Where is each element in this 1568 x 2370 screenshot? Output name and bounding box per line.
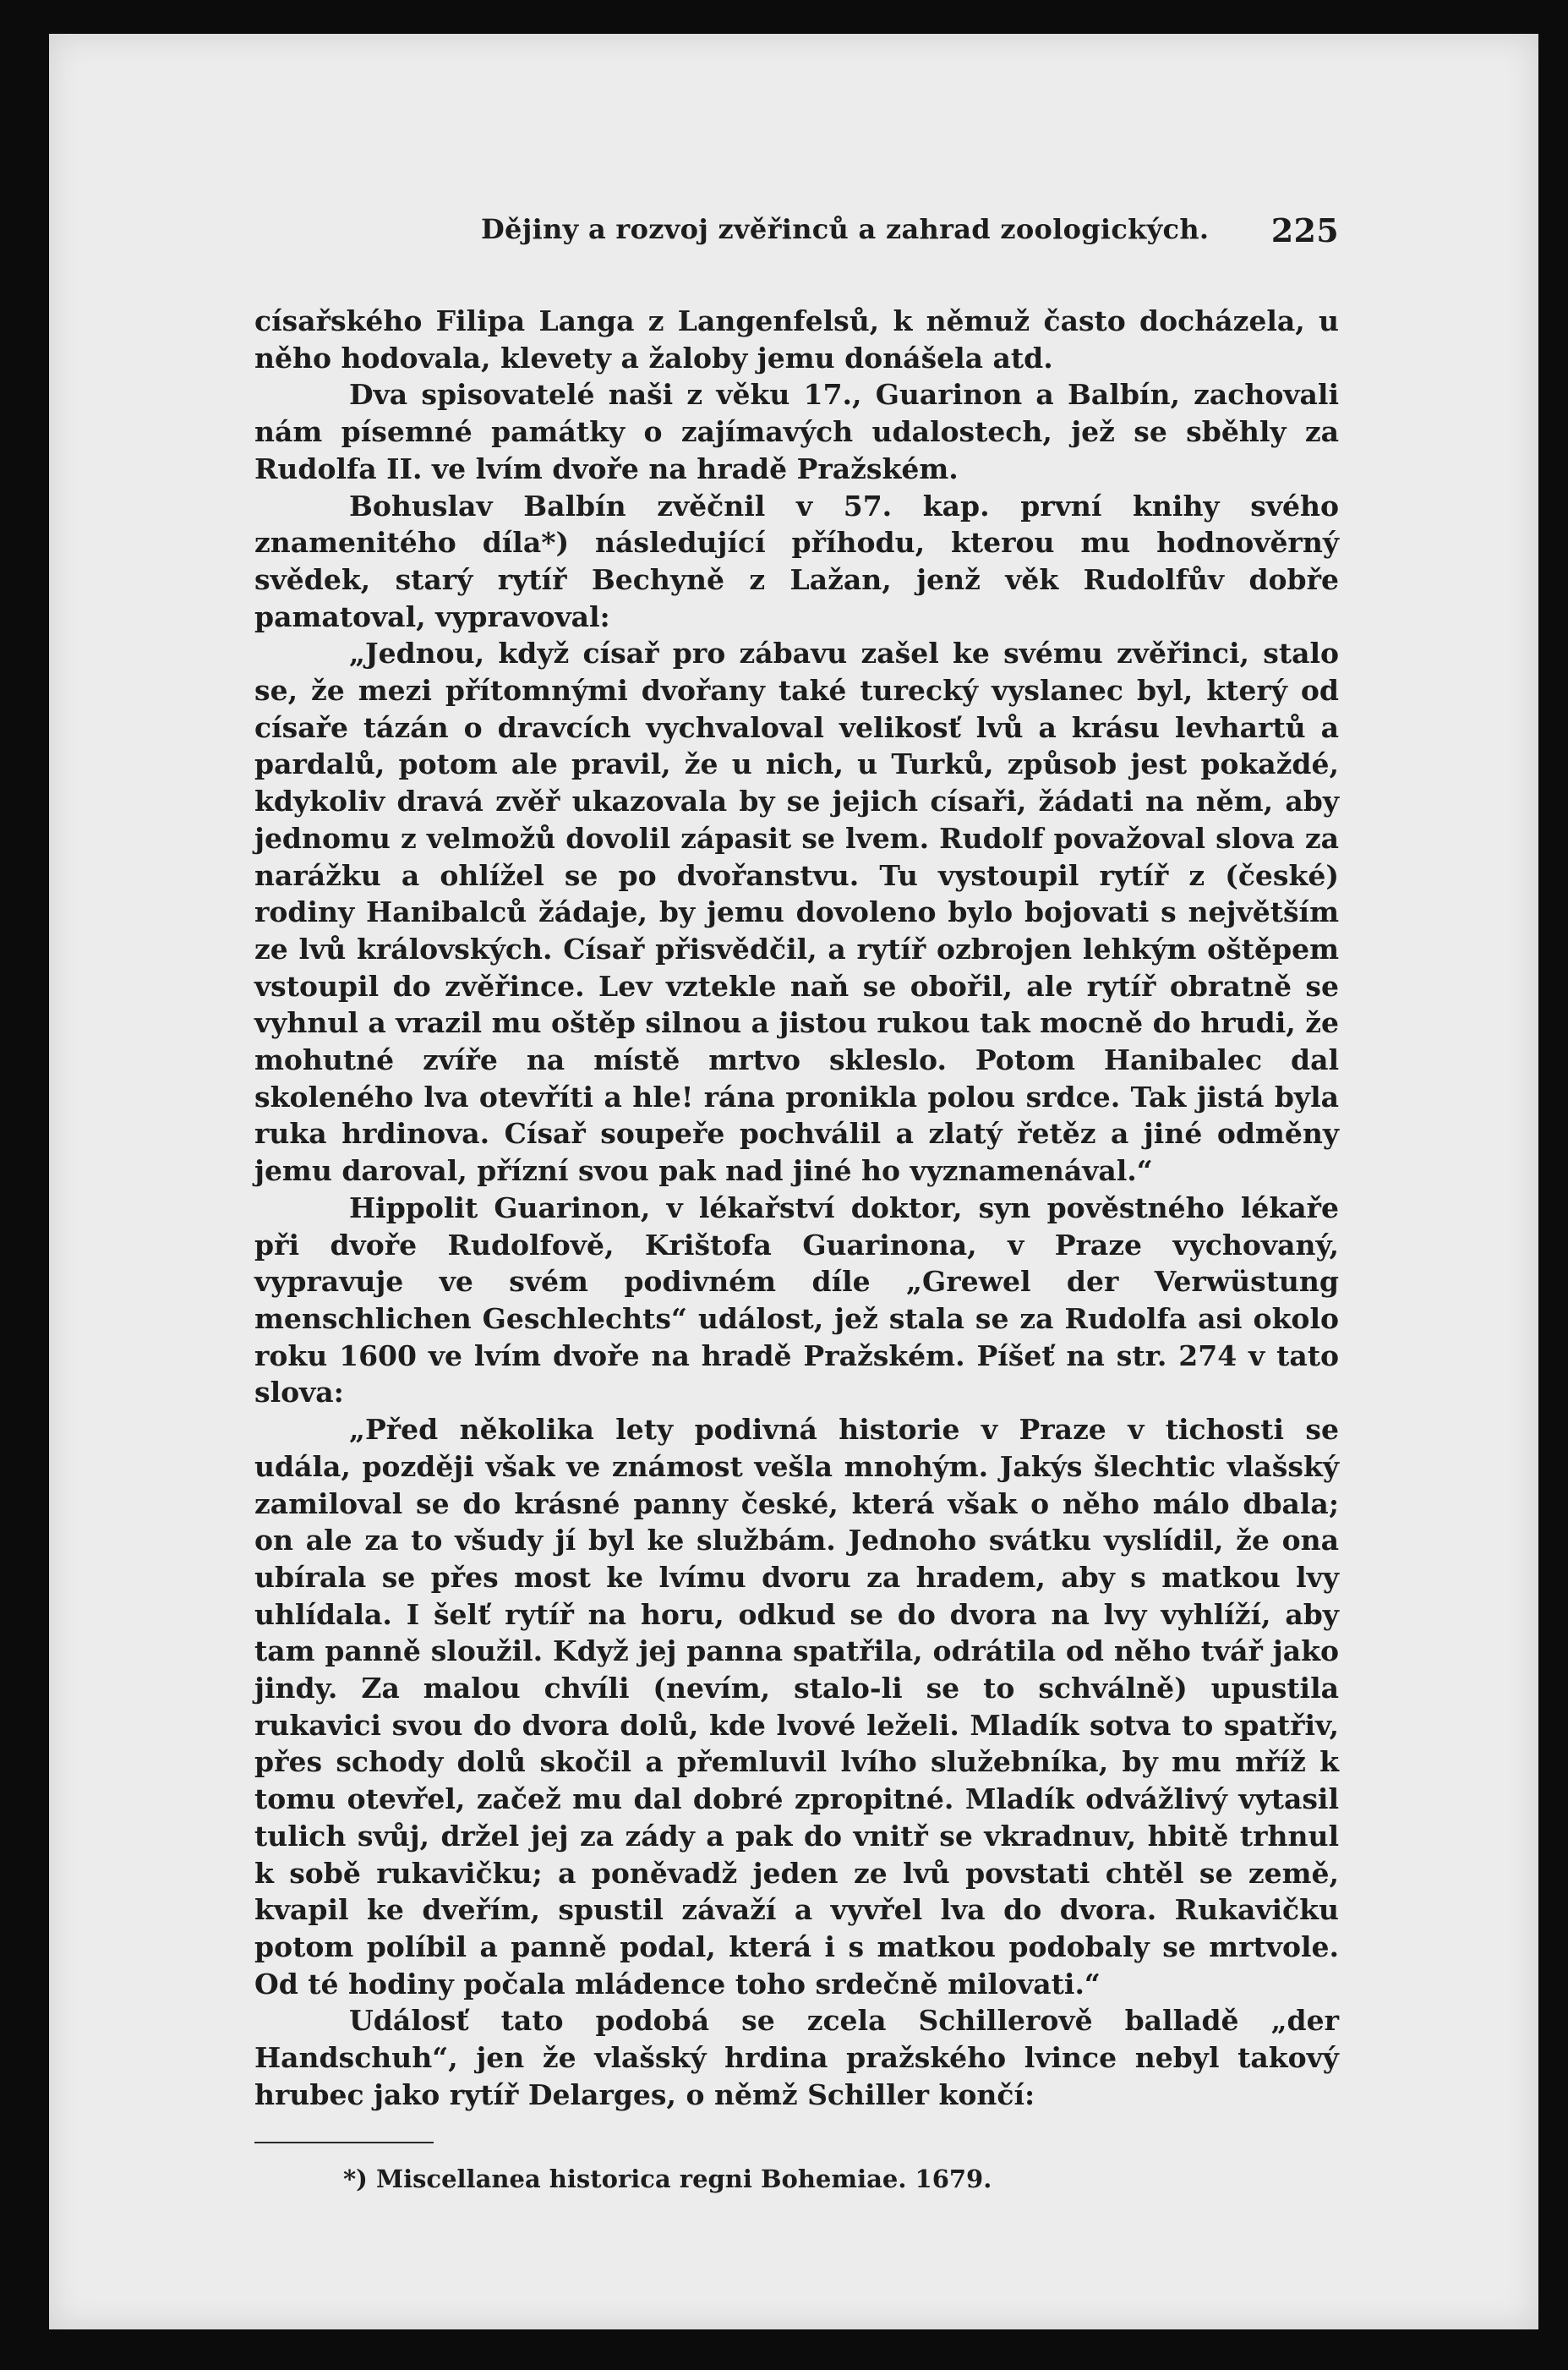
paragraph: „Před několika lety podivná historie v Praze v tichosti se udála, později však ve známost vešla mnohým. Jakýs šlechtic vlašský zamiloval se do krásné panny české, která však o něho málo dbala; on ale za to všudy jí byl ke službám. Jednoho svátku vyslídil, že ona ubírala se přes most ke lvímu dvoru za hradem, aby s matkou lvy uhlídala. I šelť rytíř na horu, odkud se do dvora na lvy vyhlíží, aby tam panně sloužil. Když jej panna spatřila, odrátila od něho tvář jako jindy. Za malou chvíli (nevím, stalo-li se to schválně) upustila rukavici svou do dvora dolů, kde lvové leželi. Mladík sotva to spatřiv, přes schody dolů skočil a přemluvil lvího služebníka, by mu mříž k tomu otevřel, začež mu dal dobré zpropitné. Mladík odvážlivý vytasil tulich svůj, držel jej za zády a pak do vnitř se vkradnuv, hbitě trhnul k sobě rukavičku; a poněvadž jeden ze lvů povstati chtěl se země, kvapil ke dveřím, spustil závaží a vyvřel lva do dvora. Rukavičku potom políbil a panně podal, která i s matkou podobaly se mrtvole. Od té hodiny počala mládence toho srdečně milovati.“	[254, 1413, 1339, 2001]
running-head	[254, 210, 1339, 260]
book-page	[49, 34, 1538, 2329]
running-title: Dějiny a rozvoj zvěřinců a zahrad zoologických.	[481, 213, 1210, 245]
paragraph: Dva spisovatelé naši z věku 17., Guarinon a Balbín, zachovali nám písemné památky o zajímavých udalostech, jež se sběhly za Rudolfa II. ve lvím dvoře na hradě Pražském.	[254, 378, 1339, 485]
paragraph: Bohuslav Balbín zvěčnil v 57. kap. první knihy svého znamenitého díla*) následující příhodu, kterou mu hodnověrný svědek, starý rytíř Bechyně z Lažan, jenž věk Rudolfův dobře pamatoval, vypravoval:	[254, 489, 1339, 633]
body-text	[254, 303, 1339, 2113]
text-block	[254, 210, 1339, 2196]
paragraph: „Jednou, když císař pro zábavu zašel ke svému zvěřinci, stalo se, že mezi přítomnými dvořany také turecký vyslanec byl, který od císaře tázán o dravcích vychvaloval velikosť lvů a krásu levhartů a pardalů, potom ale pravil, že u nich, u Turků, způsob jest pokaždé, kdykoliv dravá zvěř ukazovala by se jejich císaři, žádati na něm, aby jednomu z velmožů dovolil zápasit se lvem. Rudolf považoval slova za narážku a ohlížel se po dvořanstvu. Tu vystoupil rytíř z (české) rodiny Hanibalců žádaje, by jemu dovoleno bylo bojovati s největším ze lvů královských. Císař přisvědčil, a rytíř ozbrojen lehkým oštěpem vstoupil do zvěřince. Lev vztekle naň se obořil, ale rytíř obratně se vyhnul a vrazil mu oštěp silnou a jistou rukou tak mocně do hrudi, že mohutné zvíře na místě mrtvo skleslo. Potom Hanibalec dal skoleného lva otevříti a hle! rána pronikla polou srdce. Tak jistá byla ruka hrdinova. Císař soupeře pochválil a zlatý řetěz a jiné odměny jemu daroval, přízní svou pak nad jiné ho vyznamenával.“	[254, 637, 1339, 1188]
paragraph: Událosť tato podobá se zcela Schillerově balladě „der Handschuh“, jen že vlašský hrdina pražského lvince nebyl takový hrubec jako rytíř Delarges, o němž Schiller končí:	[254, 2004, 1339, 2111]
paragraph: Hippolit Guarinon, v lékařství doktor, syn pověstného lékaře při dvoře Rudolfově, Krištofa Guarinona, v Praze vychovaný, vypravuje ve svém podivném díle „Grewel der Verwüstung menschlichen Geschlechts“ událost, jež stala se za Rudolfa asi okolo roku 1600 ve lvím dvoře na hradě Pražském. Píšeť na str. 274 v tato slova:	[254, 1190, 1339, 1409]
paragraph: císařského Filipa Langa z Langenfelsů, k němuž často docházela, u něho hodovala, klevety a žaloby jemu donášela atd.	[254, 304, 1339, 375]
footnote-divider	[254, 2142, 434, 2143]
page-number: 225	[1270, 211, 1339, 249]
footnote: *) Miscellanea historica regni Bohemiae. 1679.	[343, 2165, 992, 2194]
